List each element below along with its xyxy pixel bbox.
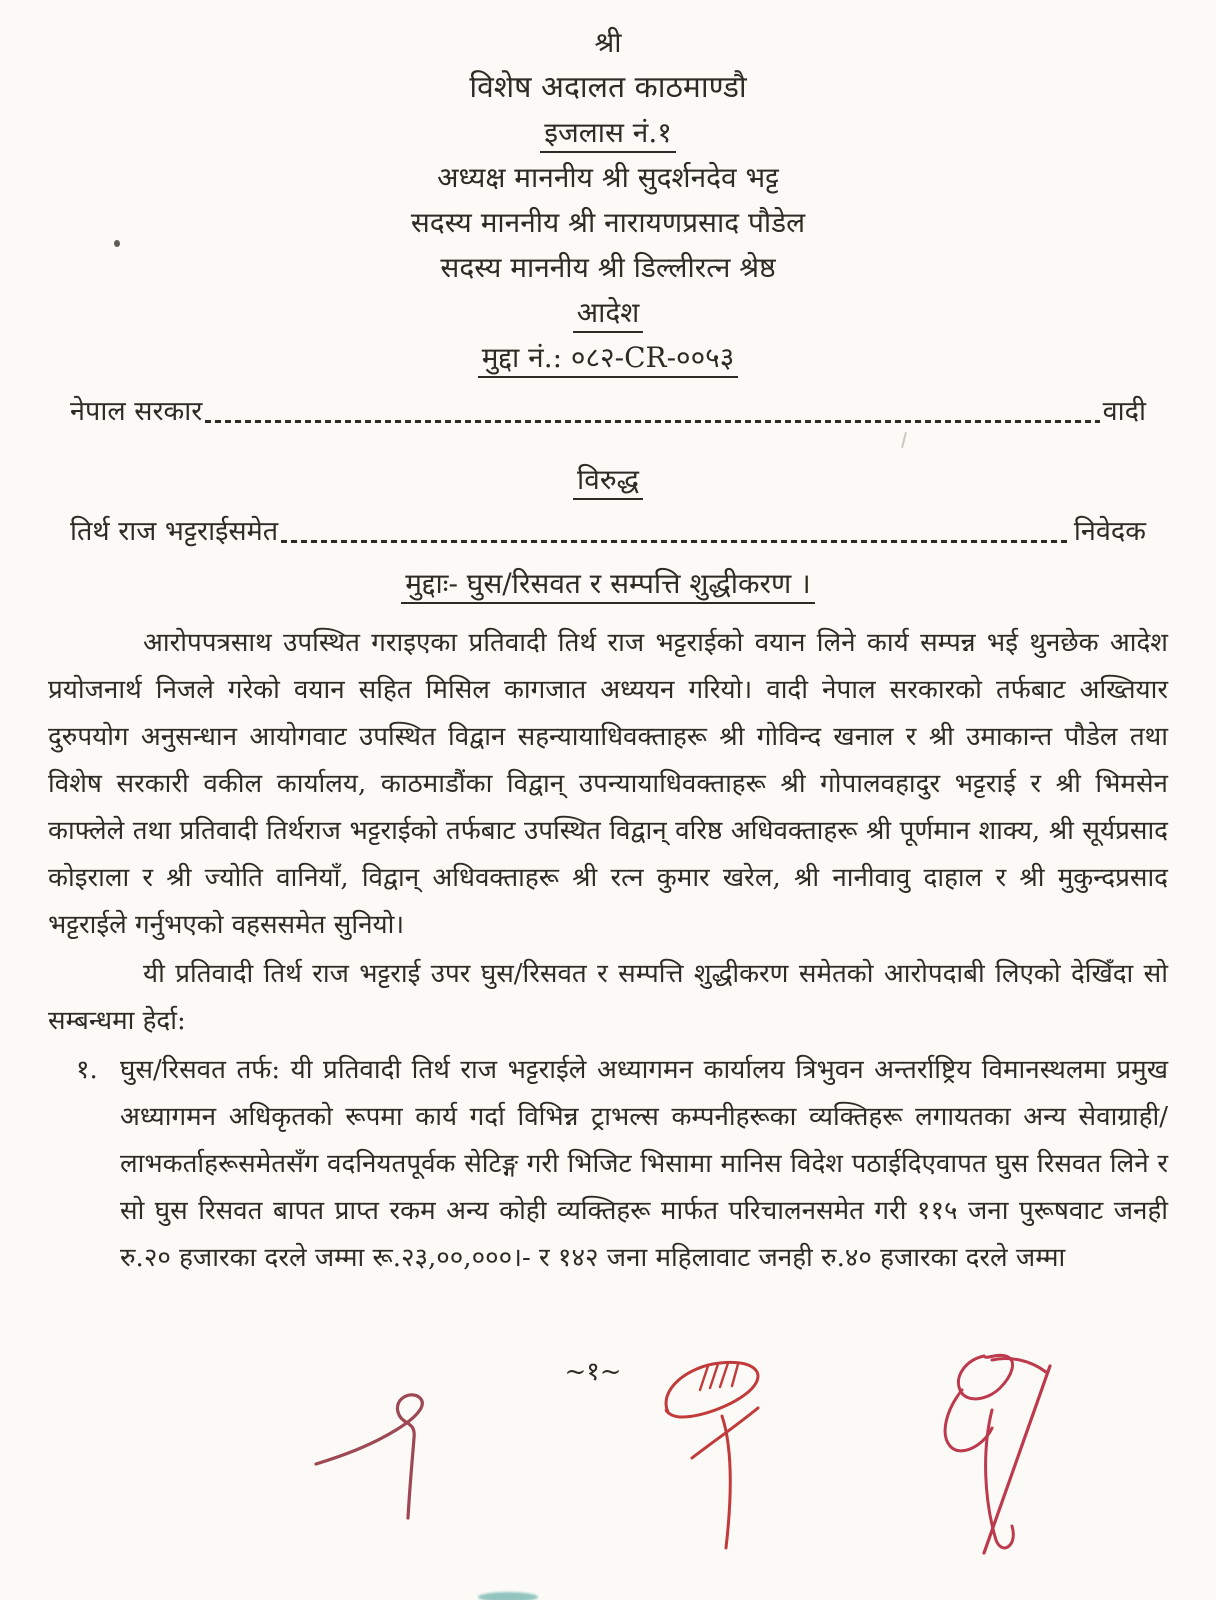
signature-right-scribble [926,1348,1071,1568]
court-name: विशेष अदालत काठमाण्डौ [469,70,747,105]
item-1-text: घुस/रिसवत तर्फ: यी प्रतिवादी तिर्थ राज भट्टराईले अध्यागमन कार्यालय त्रिभुवन अन्तर्राष्ट्रिय विमानस्थलमा प्रमुख अध्यागमन अधिकृतको रूपमा कार्य गर्दा विभिन्न ट्राभल्स कम्पनीहरूका व्यक्तिहरू लगायतका अन्य सेवाग्राही/लाभकर्ताहरूसमेतसँग वदनियतपूर्वक सेटिङ्ग गरी भिजिट भिसामा मानिस विदेश पठाईदिएवापत घुस रिसवत लिने र सो घुस रिसवत बापत प्राप्त रकम अन्य कोही व्यक्तिहरू मार्फत परिचालनसमेत गरी ११५ जना पुरूषवाट जनही रु.२० हजारका दरले जम्मा रू.२३,००,०००।- र १४२ जना महिलावाट जनही रु.४० हजारका दरले जम्मा [120,1055,1168,1273]
plaintiff-name: नेपाल सरकार [70,396,203,427]
page-number: ~१~ [564,1357,622,1387]
stray-ink-dot [114,240,120,247]
case-subject: मुद्दाः- घुस/रिसवत र सम्पत्ति शुद्धीकरण । [401,566,815,604]
signature-left-scribble [312,1368,452,1528]
numbered-item-1 [48,1047,1168,1282]
plaintiff-role: वादी [1102,396,1146,427]
versus-label: विरुद्ध [573,462,643,500]
case-number: मुद्दा नं.: ०८२-CR-००५३ [478,340,739,378]
defendant-role: निवेदक [1073,516,1146,547]
invocation: श्री [594,26,622,59]
dash-leader [281,540,1071,543]
case-subject-line [0,566,1216,604]
plaintiff-row [0,390,1216,434]
signature-left-ink [312,1368,452,1528]
bottom-edge-teal-mark [478,1592,538,1600]
signature-right-ink [926,1348,1071,1568]
judge-chairman: अध्यक्ष माननीय श्री सुदर्शनदेव भट्ट [437,161,779,194]
versus-line [0,462,1216,500]
item-1-number: १. [76,1055,98,1085]
body-paragraph-1: आरोपपत्रसाथ उपस्थित गराइएका प्रतिवादी तिर्थ राज भट्टराईको वयान लिने कार्य सम्पन्न भई थुनछेक आदेश प्रयोजनार्थ निजले गरेको वयान सहित मिसिल कागजात अध्ययन गरियो। वादी नेपाल सरकारको तर्फबाट अख्तियार दुरुपयोग अनुसन्धान आयोगवाट उपस्थित विद्वान सहन्यायाधिवक्ताहरू श्री गोविन्द खनाल र श्री उमाकान्त पौडेल तथा विशेष सरकारी वकील कार्यालय, काठमाडौंका विद्वान् उपन्यायाधिवक्ताहरू श्री गोपालवहादुर भट्टराई र श्री भिमसेन काफ्लेले तथा प्रतिवादी तिर्थराज भट्टराईको तर्फबाट उपस्थित विद्वान् वरिष्ठ अधिवक्ताहरू श्री पूर्णमान शाक्य, श्री सूर्यप्रसाद कोइराला र श्री ज्योति वानियाँ, विद्वान् अधिवक्ताहरू श्री रत्न कुमार खरेल, श्री नानीवावु दाहाल र श्री मुकुन्दप्रसाद भट्टराईले गर्नुभएको वहससमेत सुनियो। [48,628,1168,940]
defendant-name: तिर्थ राज भट्टराईसमेत [70,516,279,547]
bench-number: इजलास नं.१ [540,115,676,153]
signature-center-ink [652,1356,777,1556]
faint-scan-mark [901,432,907,448]
order-body [0,604,1216,1282]
order-title: आदेश [573,295,644,333]
dash-leader [205,420,1099,423]
body-paragraph-2: यी प्रतिवादी तिर्थ राज भट्टराई उपर घुस/रिसवत र सम्पत्ति शुद्धीकरण समेतको आरोपदाबी लिएको देखिँदा सो सम्बन्धमा हेर्दा: [48,959,1168,1036]
judge-member-1: सदस्य माननीय श्री नारायणप्रसाद पौडेल [410,206,806,239]
defendant-row [0,510,1216,554]
signature-center-scribble [652,1356,777,1556]
document-header [0,0,1216,380]
judge-member-2: सदस्य माननीय श्री डिल्लीरत्न श्रेष्ठ [440,251,776,284]
